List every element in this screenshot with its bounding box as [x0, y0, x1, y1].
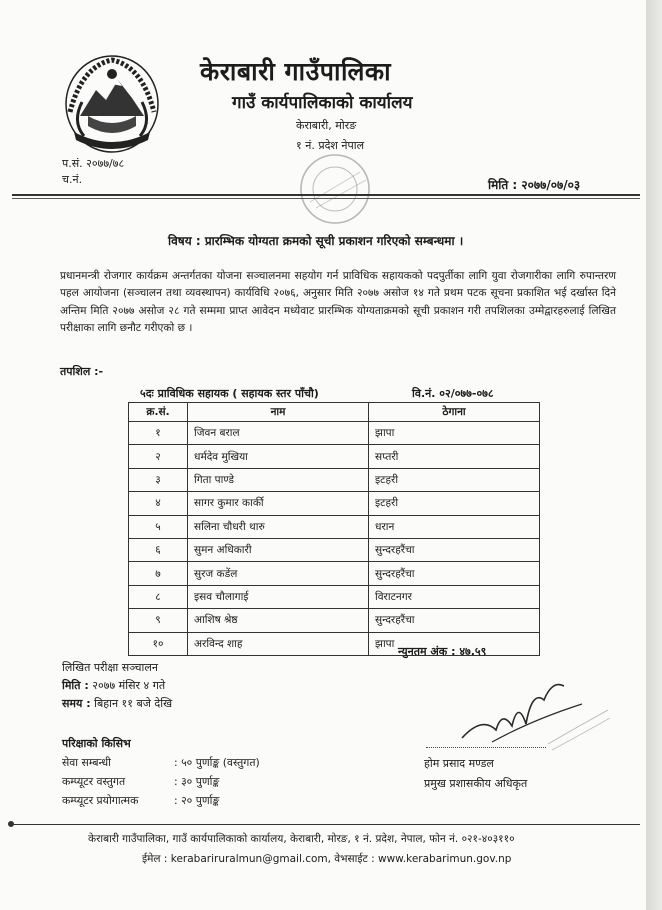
dispatch-number: च.नं.: [62, 173, 83, 186]
signature-icon: [452, 660, 612, 756]
body-paragraph: प्रधानमन्त्री रोजगार कार्यक्रम अन्तर्गतका योजना सञ्चालनमा सहयोग गर्न प्राविधिक सहायकको पदपुर्तीका लागि युवा रोजगारीका लागि रुपान्तरण पहल आयोजना (सञ्चालन तथा व्यवस्थापन) कार्यविधि २०७६, अनुसार मिति २०७७ असोज १४ गते प्रथम पटक सूचना प्रकाशित भई दर्खास्त दिने अन्तिम मिति २०७७ असोज २८ गते सम्ममा प्राप्त आवेदन मध्येवाट प्रारम्भिक योग्यताक्रमको सूची प्रकाशन गरी तपशिलका उम्मेद्वारहरुलाई लिखित परीक्षाका लागि छनौट गरीएको छ ।: [60, 270, 616, 335]
name-cell: सुमन अधिकारी: [188, 538, 369, 561]
signatory-name: होम प्रसाद मण्डल: [424, 757, 494, 770]
table-row: [129, 445, 540, 468]
paper-type-value: : ३० पुर्णाङ्क: [174, 775, 220, 788]
paper-type-value: : ५० पुर्णाङ्क (वस्तुगत): [174, 756, 260, 769]
signatory-title: प्रमुख प्रशासकीय अधिकृत: [424, 777, 528, 790]
advertisement-number: वि.नं. ०२/०७७-०७८: [412, 387, 494, 400]
address-cell: सुन्दरहरैंचा: [369, 609, 540, 632]
address-cell: सुन्दरहरैंचा: [369, 562, 540, 585]
table-row: [129, 562, 540, 585]
table-row: [129, 609, 540, 632]
exam-title: लिखित परीक्षा सञ्चालन: [62, 661, 158, 674]
header-rule-thin: [12, 198, 640, 199]
table-row: [129, 515, 540, 538]
paper-type-value: : २० पुर्णाङ्क: [174, 794, 220, 807]
paper-type-label: सेवा सम्बन्धी: [62, 756, 111, 769]
serial-cell: ७: [129, 562, 188, 585]
address-line-1: केराबारी, मोरङ: [296, 119, 357, 132]
paper-type-row: [62, 793, 219, 808]
exam-time: [62, 696, 172, 711]
serial-cell: ८: [129, 585, 188, 608]
address-cell: झापा: [369, 632, 540, 655]
paper-type-row: [62, 774, 219, 789]
page-edge-shadow: [646, 0, 662, 910]
serial-cell: १: [129, 422, 188, 445]
serial-cell: ४: [129, 492, 188, 515]
header-serial: क्र.सं.: [129, 403, 188, 422]
serial-cell: १०: [129, 632, 188, 655]
name-cell: धर्मदेव मुखिया: [188, 445, 369, 468]
table-row: [129, 538, 540, 561]
table-row: [129, 468, 540, 491]
exam-date-label: मिति :: [62, 679, 89, 692]
minimum-marks: न्युनतम अंक : ४७.५९: [398, 645, 487, 658]
address-line-2: १ नं. प्रदेश नेपाल: [296, 139, 365, 152]
address-cell: सुन्दरहरैंचा: [369, 538, 540, 561]
address-cell: इटहरी: [369, 468, 540, 491]
name-cell: सागर कुमार कार्की: [188, 492, 369, 515]
address-cell: इटहरी: [369, 492, 540, 515]
footer-contact: ईमेल : kerabariruralmun@gmail.com, वेभसाईट : www.kerabarimun.gov.np: [142, 853, 512, 865]
serial-cell: ६: [129, 538, 188, 561]
name-cell: आशिष श्रेष्ठ: [188, 609, 369, 632]
footer-address: केराबारी गाउँपालिका, गाउँ कार्यपालिकाको कार्यालय, केराबारी, मोरङ, १ नं. प्रदेश, नेपाल, फोन नं. ०२१-४०३११०: [88, 833, 515, 845]
paper-type-row: [62, 755, 260, 770]
details-label: तपशिल :-: [60, 365, 104, 378]
address-cell: सप्तरी: [369, 445, 540, 468]
address-cell: विराटनगर: [369, 585, 540, 608]
name-cell: सुरज कडेंल: [188, 562, 369, 585]
reference-number: प.सं. २०७७/७८: [62, 157, 125, 170]
serial-cell: ९: [129, 609, 188, 632]
nepal-emblem-icon: [62, 52, 162, 154]
serial-cell: ५: [129, 515, 188, 538]
exam-date: [62, 678, 165, 693]
signature-line: [426, 747, 546, 748]
name-cell: सलिना चौधरी थारु: [188, 515, 369, 538]
exam-time-label: समय :: [62, 697, 91, 710]
candidate-table: [128, 402, 540, 656]
name-cell: अरविन्द शाह: [188, 632, 369, 655]
table-header-row: [129, 403, 540, 422]
post-heading: ५दः प्राविधिक सहायक ( सहायक स्तर पाँचौ): [140, 387, 319, 400]
office-subtitle: गाउँ कार्यपालिकाको कार्यालय: [232, 93, 413, 113]
name-cell: इसव चौलागाई: [188, 585, 369, 608]
name-cell: जिवन बराल: [188, 422, 369, 445]
name-cell: गिता पाण्डे: [188, 468, 369, 491]
exam-time-value: बिहान ११ बजे देखि: [90, 697, 173, 710]
table-row: [129, 492, 540, 515]
serial-cell: ३: [129, 468, 188, 491]
header-name: नाम: [188, 403, 369, 422]
address-cell: झापा: [369, 422, 540, 445]
letter-date: मिति : २०७७/०७/०३: [488, 178, 581, 192]
address-cell: धरान: [369, 515, 540, 538]
table-row: [129, 585, 540, 608]
paper-type-label: कम्प्यूटर वस्तुगत: [62, 775, 126, 788]
paper-type-label: कम्प्यूटर प्रयोगात्मक: [62, 794, 139, 807]
header-address: ठेगाना: [369, 403, 540, 422]
table-row: [129, 422, 540, 445]
header-rule: [12, 194, 640, 196]
footer-rule: [12, 824, 640, 825]
subject-line: विषय : प्रारम्भिक योग्यता क्रमको सूची प्रकाशन गरिएको सम्बन्धमा ।: [168, 234, 464, 248]
exam-date-value: २०७७ मंसिर ४ गते: [88, 679, 166, 692]
office-stamp-icon: [296, 150, 374, 228]
serial-cell: २: [129, 445, 188, 468]
paper-type-title: परिक्षाको किसिभ: [62, 737, 131, 750]
office-title: केराबारी गाउँपालिका: [200, 57, 392, 86]
